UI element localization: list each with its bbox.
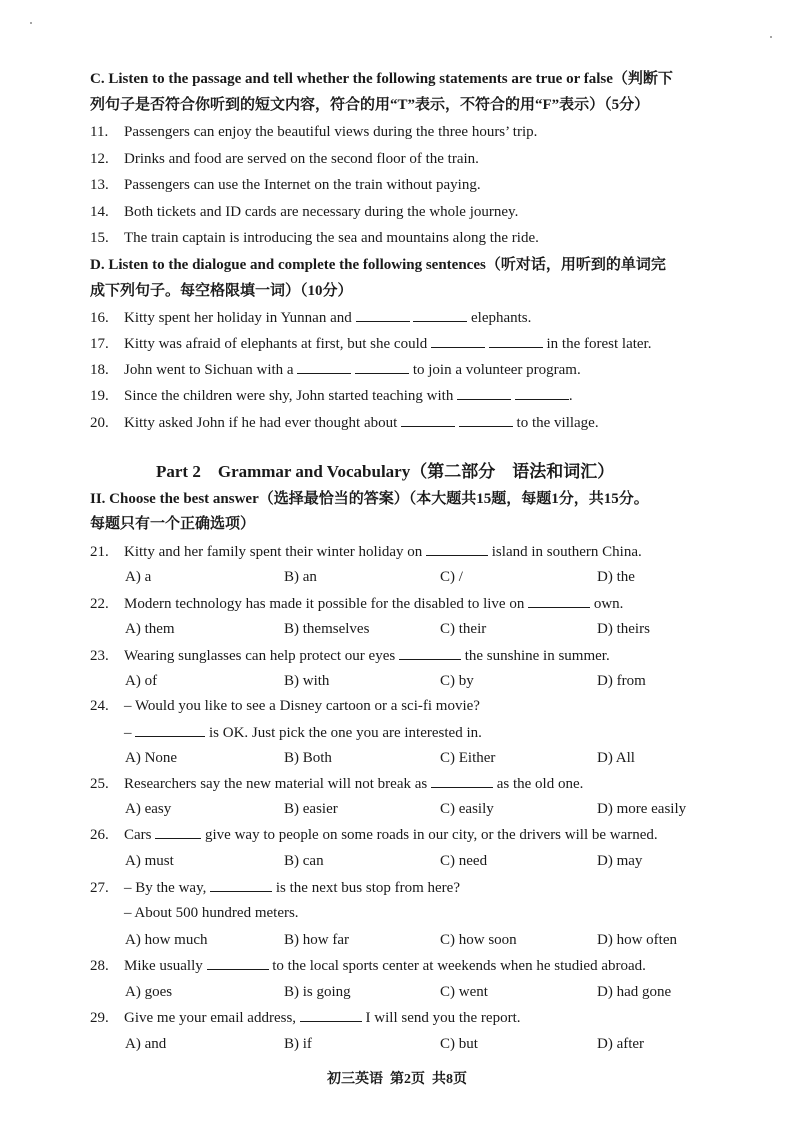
option-d[interactable]: D) from xyxy=(597,673,646,689)
answer-blank[interactable] xyxy=(457,386,511,400)
option-d[interactable]: D) after xyxy=(597,1036,645,1052)
section-d-heading-1: D. Listen to the dialogue and complete the following sentences（听对话，用听到的单词完 xyxy=(90,257,666,273)
answer-blank[interactable] xyxy=(399,646,461,660)
answer-blank[interactable] xyxy=(207,956,269,970)
answer-blank[interactable] xyxy=(355,360,409,374)
answer-blank[interactable] xyxy=(459,413,513,427)
option-c[interactable]: C) but xyxy=(440,1036,478,1052)
question-28: 28. Mike usually to the local sports center at weekends when he studied abroad. xyxy=(90,958,646,974)
option-d[interactable]: D) may xyxy=(597,853,643,869)
section-d-heading-2: 成下列句子。每空格限填一词）（10分） xyxy=(90,283,353,299)
answer-blank[interactable] xyxy=(210,878,272,892)
answer-blank[interactable] xyxy=(297,360,351,374)
question-27-response: – About 500 hundred meters. xyxy=(124,905,299,921)
answer-blank[interactable] xyxy=(401,413,455,427)
section-c-heading-1: C. Listen to the passage and tell whether the following statements are true or false（判断下 xyxy=(90,71,673,87)
question-12: 12. Drinks and food are served on the second floor of the train. xyxy=(90,151,479,167)
part-2-title: Part 2 Grammar and Vocabulary（第二部分 语法和词汇） xyxy=(156,462,615,481)
question-14: 14. Both tickets and ID cards are necessary during the whole journey. xyxy=(90,204,519,220)
question-16: 16. Kitty spent her holiday in Yunnan and elephants. xyxy=(90,310,532,326)
option-b[interactable]: B) with xyxy=(284,673,330,689)
question-18: 18. John went to Sichuan with a to join a volunteer program. xyxy=(90,362,581,378)
option-a[interactable]: A) must xyxy=(125,853,174,869)
option-b[interactable]: B) an xyxy=(284,569,317,585)
option-d[interactable]: D) how often xyxy=(597,932,677,948)
answer-blank[interactable] xyxy=(489,334,543,348)
question-22: 22. Modern technology has made it possible for the disabled to live on own. xyxy=(90,596,624,612)
answer-blank[interactable] xyxy=(356,308,410,322)
option-b[interactable]: B) themselves xyxy=(284,621,370,637)
question-20: 20. Kitty asked John if he had ever thought about to the village. xyxy=(90,415,599,431)
option-a[interactable]: A) a xyxy=(125,569,152,585)
section-c-heading-2: 列句子是否符合你听到的短文内容，符合的用“T”表示，不符合的用“F”表示）（5分） xyxy=(90,97,650,113)
question-13: 13. Passengers can use the Internet on the train without paying. xyxy=(90,177,481,193)
page-footer: 初三英语 第2页 共8页 xyxy=(327,1072,467,1087)
part-2-heading-1: II. Choose the best answer（选择最恰当的答案）（本大题共15题，每题1分，共15分。 xyxy=(90,491,649,507)
option-b[interactable]: B) can xyxy=(284,853,324,869)
answer-blank[interactable] xyxy=(431,774,493,788)
option-c[interactable]: C) by xyxy=(440,673,474,689)
option-a[interactable]: A) and xyxy=(125,1036,167,1052)
question-19: 19. Since the children were shy, John started teaching with . xyxy=(90,388,573,404)
answer-blank[interactable] xyxy=(431,334,485,348)
question-24: 24. – Would you like to see a Disney cartoon or a sci-fi movie? xyxy=(90,698,480,714)
scan-speck xyxy=(30,22,32,24)
option-b[interactable]: B) is going xyxy=(284,984,351,1000)
question-25: 25. Researchers say the new material will not break as as the old one. xyxy=(90,776,584,792)
option-c[interactable]: C) went xyxy=(440,984,488,1000)
question-26: 26. Cars give way to people on some roads in our city, or the drivers will be warned. xyxy=(90,827,658,843)
option-c[interactable]: C) need xyxy=(440,853,488,869)
question-27: 27. – By the way, is the next bus stop from here? xyxy=(90,880,460,896)
option-d[interactable]: D) more easily xyxy=(597,801,687,817)
answer-blank[interactable] xyxy=(413,308,467,322)
option-b[interactable]: B) Both xyxy=(284,750,332,766)
option-c[interactable]: C) / xyxy=(440,569,463,585)
option-c[interactable]: C) easily xyxy=(440,801,494,817)
question-23: 23. Wearing sunglasses can help protect our eyes the sunshine in summer. xyxy=(90,648,610,664)
option-c[interactable]: C) their xyxy=(440,621,487,637)
option-a[interactable]: A) easy xyxy=(125,801,172,817)
answer-blank[interactable] xyxy=(135,723,205,737)
part-2-heading-2: 每题只有一个正确选项） xyxy=(90,516,256,532)
question-29: 29. Give me your email address, I will send you the report. xyxy=(90,1010,521,1026)
question-24-response: – is OK. Just pick the one you are interested in. xyxy=(124,725,482,741)
answer-blank[interactable] xyxy=(300,1008,362,1022)
option-d[interactable]: D) had gone xyxy=(597,984,672,1000)
answer-blank[interactable] xyxy=(155,825,201,839)
option-b[interactable]: B) easier xyxy=(284,801,338,817)
answer-blank[interactable] xyxy=(528,594,590,608)
scan-speck xyxy=(770,36,772,38)
option-a[interactable]: A) None xyxy=(125,750,178,766)
option-c[interactable]: C) Either xyxy=(440,750,496,766)
option-a[interactable]: A) of xyxy=(125,673,158,689)
answer-blank[interactable] xyxy=(515,386,569,400)
option-a[interactable]: A) how much xyxy=(125,932,208,948)
option-b[interactable]: B) if xyxy=(284,1036,312,1052)
option-c[interactable]: C) how soon xyxy=(440,932,517,948)
option-a[interactable]: A) goes xyxy=(125,984,173,1000)
question-21: 21. Kitty and her family spent their winter holiday on island in southern China. xyxy=(90,544,642,560)
question-17: 17. Kitty was afraid of elephants at first, but she could in the forest later. xyxy=(90,336,652,352)
question-15: 15. The train captain is introducing the sea and mountains along the ride. xyxy=(90,230,539,246)
option-d[interactable]: D) the xyxy=(597,569,635,585)
answer-blank[interactable] xyxy=(426,542,488,556)
option-b[interactable]: B) how far xyxy=(284,932,349,948)
question-11: 11. Passengers can enjoy the beautiful views during the three hours’ trip. xyxy=(90,124,538,140)
option-d[interactable]: D) All xyxy=(597,750,635,766)
option-a[interactable]: A) them xyxy=(125,621,175,637)
option-d[interactable]: D) theirs xyxy=(597,621,650,637)
